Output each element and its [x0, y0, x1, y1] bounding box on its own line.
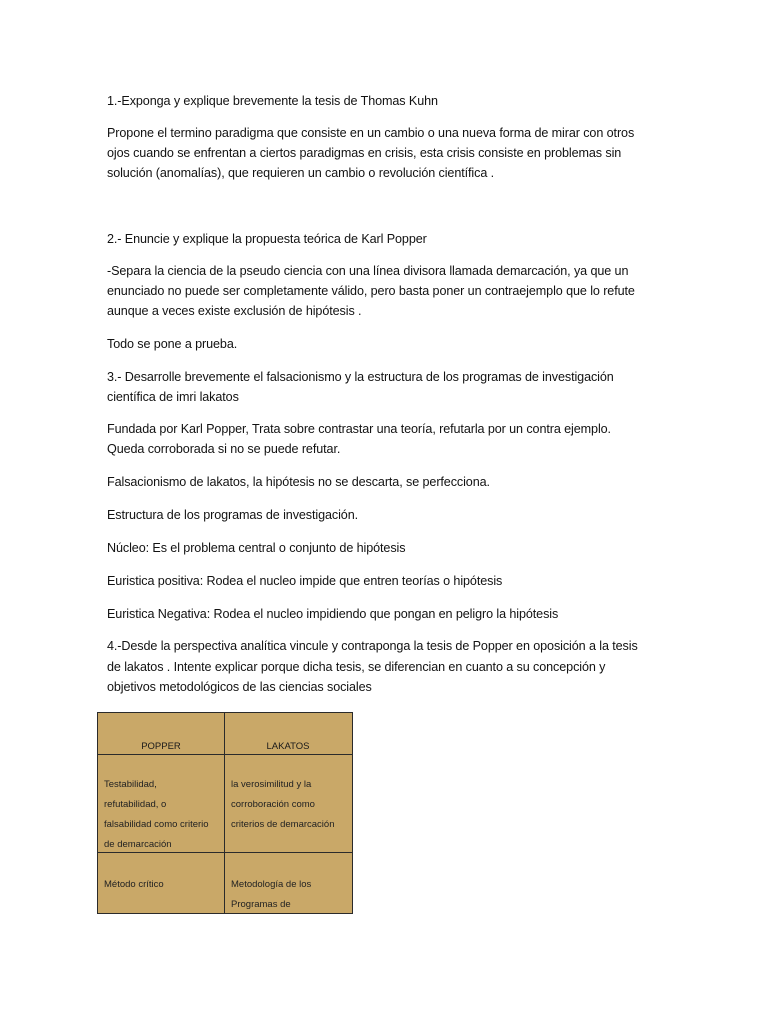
question-2-heading: 2.- Enuncie y explique la propuesta teórica de Karl Popper [107, 232, 427, 246]
question-4-heading: objetivos metodológicos de las ciencias sociales [107, 680, 372, 694]
cell-line: Testabilidad, [104, 779, 157, 790]
table-cell-lakatos [231, 775, 345, 835]
table-cell-popper [104, 875, 218, 895]
answer-2-line: aunque a veces existe exclusión de hipótesis . [107, 304, 362, 318]
question-3-heading: 3.- Desarrolle brevemente el falsacionismo y la estructura de los programas de investigación [107, 370, 614, 384]
table-header-lakatos: LAKATOS [266, 741, 310, 752]
answer-3-line: Euristica Negativa: Rodea el nucleo impidiendo que pongan en peligro la hipótesis [107, 607, 559, 621]
cell-line: corroboración como [231, 799, 315, 810]
answer-2-line: -Separa la ciencia de la pseudo ciencia con una línea divisora llamada demarcación, ya que un [107, 264, 629, 278]
cell-line: de demarcación [104, 839, 172, 850]
cell-line: Método crítico [104, 879, 164, 890]
answer-1-line: ojos cuando se enfrentan a ciertos paradigmas en crisis, esta crisis consiste en problemas sin [107, 146, 622, 160]
answer-1-line: solución (anomalías), que requieren un cambio o revolución científica . [107, 166, 495, 180]
cell-line: Programas de [231, 899, 291, 910]
question-1-heading: 1.-Exponga y explique brevemente la tesis de Thomas Kuhn [107, 94, 438, 108]
answer-3-line: Euristica positiva: Rodea el nucleo impide que entren teorías o hipótesis [107, 574, 503, 588]
question-3-heading: científica de imri lakatos [107, 390, 239, 404]
table-cell-popper [104, 775, 218, 855]
cell-line: refutabilidad, o [104, 799, 167, 810]
question-4-heading: 4.-Desde la perspectiva analítica vincule y contraponga la tesis de Popper en oposición a la tesis [107, 639, 638, 653]
answer-2-line: Todo se pone a prueba. [107, 337, 238, 351]
answer-1-line: Propone el termino paradigma que consiste en un cambio o una nueva forma de mirar con otros [107, 126, 635, 140]
answer-3-line: Queda corroborada si no se puede refutar. [107, 442, 341, 456]
question-4-heading: de lakatos . Intente explicar porque dicha tesis, se diferencian en cuanto a su concepción y [107, 660, 606, 674]
cell-line: la verosimilitud y la [231, 779, 312, 790]
cell-line: criterios de demarcación [231, 819, 335, 830]
table-cell-lakatos [231, 875, 345, 915]
answer-2-line: enunciado no puede ser completamente válido, pero basta poner un contraejemplo que lo refute [107, 284, 635, 298]
comparison-table [97, 712, 353, 914]
answer-3-line: Estructura de los programas de investigación. [107, 508, 359, 522]
cell-line: Metodología de los [231, 879, 312, 890]
answer-3-line: Núcleo: Es el problema central o conjunto de hipótesis [107, 541, 406, 555]
table-row-divider [98, 754, 352, 755]
table-header-popper: POPPER [141, 741, 181, 752]
cell-line: falsabilidad como criterio [104, 819, 209, 830]
answer-3-line: Fundada por Karl Popper, Trata sobre contrastar una teoría, refutarla por un contra ejemplo. [107, 422, 611, 436]
answer-3-line: Falsacionismo de lakatos, la hipótesis no se descarta, se perfecciona. [107, 475, 490, 489]
